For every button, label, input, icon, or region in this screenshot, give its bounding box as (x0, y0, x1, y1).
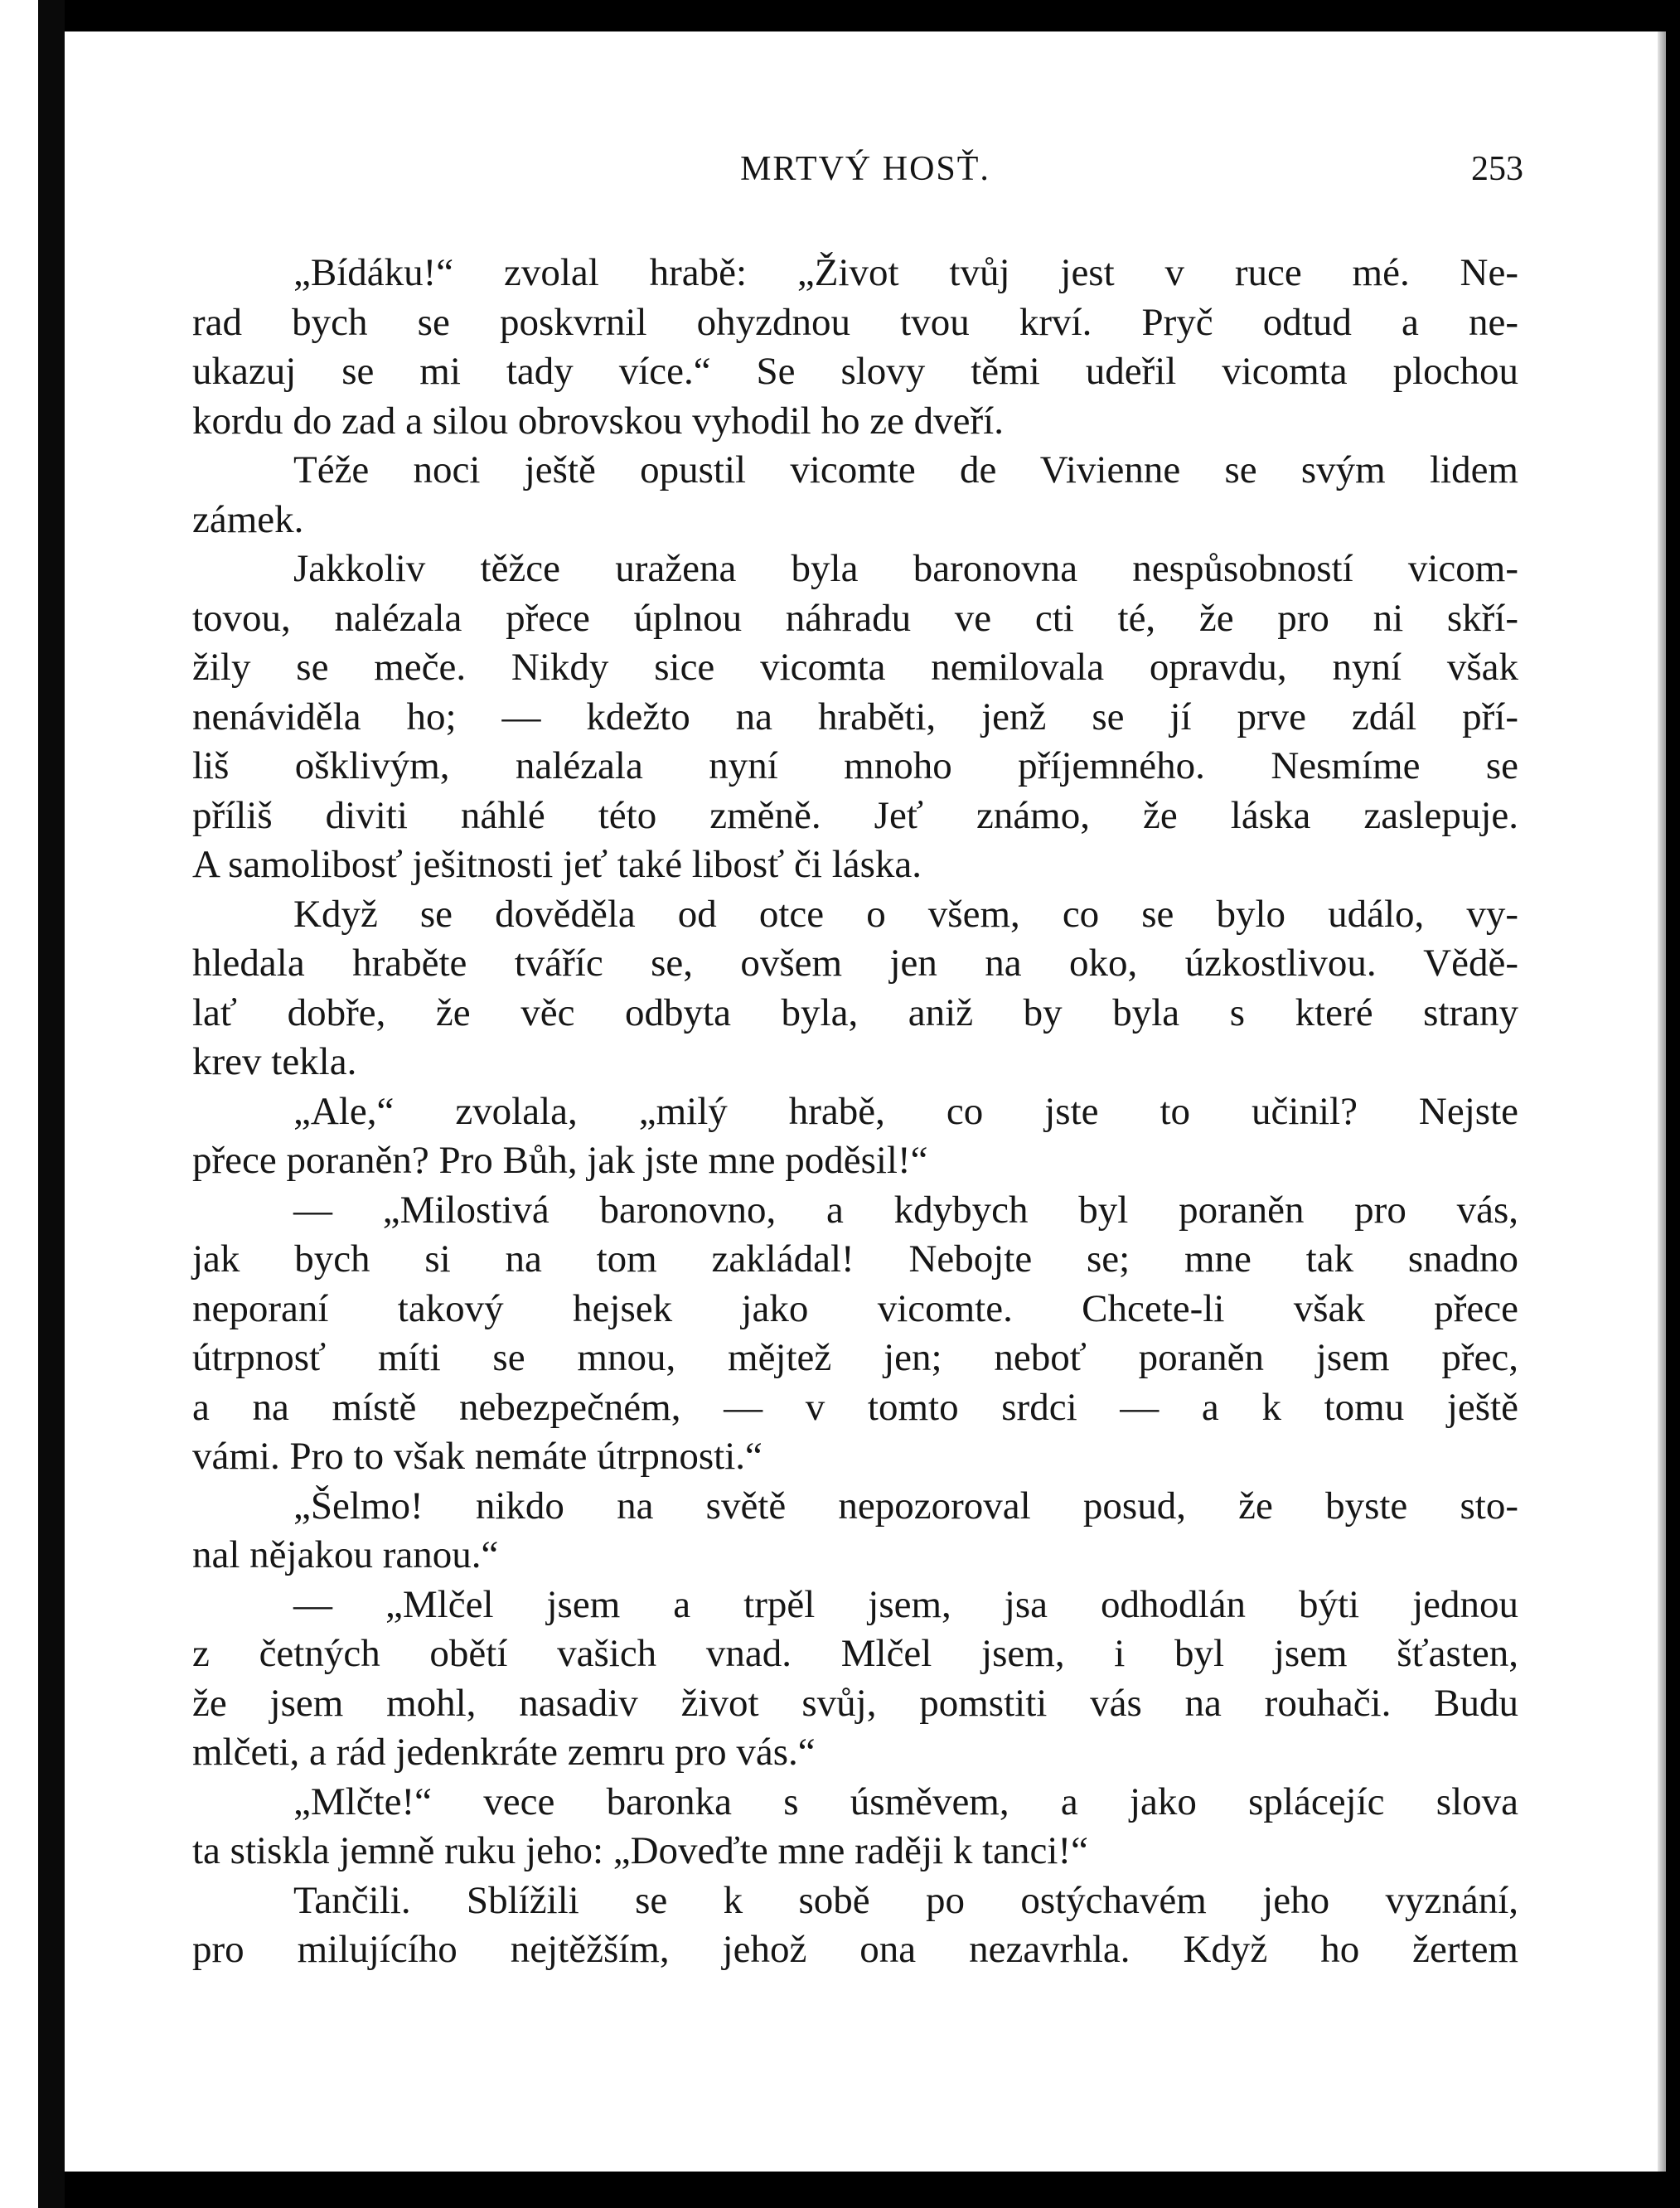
text-line: krev tekla. (192, 1040, 357, 1083)
text-line: Téže noci ještě opustil vicomte de Vivienne se svým lidem (293, 448, 1518, 491)
text-line: „Šelmo! nikdo na světě nepozoroval posud, že byste sto- (293, 1484, 1518, 1528)
text-line: útrpnosť míti se mnou, mějtež jen; neboť poraněn jsem přec, (192, 1336, 1518, 1379)
text-line: A samolibosť ješitnosti jeť také libosť či láska. (192, 843, 922, 886)
text-line: kordu do zad a silou obrovskou vyhodil ho ze dveří. (192, 399, 1004, 443)
text-line: Když se dověděla od otce o všem, co se bylo událo, vy- (293, 892, 1518, 936)
running-title: MRTVÝ HOSŤ. (740, 150, 990, 188)
page-header (65, 149, 1666, 199)
text-line: — „Mlčel jsem a trpěl jsem, jsa odhodlán býti jednou (293, 1582, 1518, 1626)
text-line: Tančili. Sblížili se k sobě po ostýchavém jeho vyznání, (293, 1878, 1518, 1922)
text-line: Jakkoliv těžce uražena byla baronovna nespůsobností vicom- (293, 547, 1518, 590)
page-edge-shadow (1658, 31, 1666, 2172)
text-line: „Mlčte!“ vece baronka s úsměvem, a jako splácejíc slova (293, 1779, 1518, 1823)
scan-gutter-shadow (38, 0, 65, 2208)
page-number: 253 (1471, 150, 1523, 188)
text-line: zámek. (192, 497, 304, 541)
text-line: nal nějakou ranou.“ (192, 1533, 499, 1576)
text-line: liš ošklivým, nalézala nyní mnoho příjemného. Nesmíme se (192, 744, 1518, 787)
text-line: tovou, nalézala přece úplnou náhradu ve cti té, že pro ni skří- (192, 596, 1518, 640)
text-line: nenáviděla ho; — kdežto na hraběti, jenž se jí prve zdál pří- (192, 695, 1518, 738)
text-line: rad bych se poskvrnil ohyzdnou tvou krví. Pryč odtud a ne- (192, 300, 1518, 344)
text-line: jak bych si na tom zakládal! Nebojte se; mne tak snadno (192, 1237, 1518, 1281)
text-line: mlčeti, a rád jedenkráte zemru pro vás.“ (192, 1731, 816, 1774)
text-line: z četných obětí vašich vnad. Mlčel jsem, i byl jsem šťasten, (192, 1632, 1518, 1675)
scan-left-margin (0, 0, 38, 2208)
text-line: „Ale,“ zvolala, „milý hrabě, co jste to učinil? Nejste (293, 1089, 1518, 1133)
text-line: — „Milostivá baronovno, a kdybych byl poraněn pro vás, (293, 1188, 1518, 1232)
text-line: ta stiskla jemně ruku jeho: „Doveďte mne raději k tanci!“ (192, 1829, 1088, 1872)
text-line: přece poraněn? Pro Bůh, jak jste mne poděsil!“ (192, 1139, 928, 1182)
text-line: hledala hraběte tváříc se, ovšem jen na oko, úzkostlivou. Vědě- (192, 942, 1518, 985)
body-text (192, 249, 1518, 1975)
book-page (65, 31, 1666, 2172)
text-line: vámi. Pro to však nemáte útrpnosti.“ (192, 1435, 763, 1478)
text-line: žily se meče. Nikdy sice vicomta nemilovala opravdu, nyní však (192, 646, 1518, 689)
text-line: že jsem mohl, nasadiv život svůj, pomstiti vás na rouhači. Budu (192, 1681, 1518, 1725)
text-line: ukazuj se mi tady více.“ Se slovy těmi udeřil vicomta plochou (192, 350, 1518, 393)
text-line: a na místě nebezpečném, — v tomto srdci — a k tomu ještě (192, 1385, 1518, 1429)
text-line: lať dobře, že věc odbyta byla, aniž by byla s které strany (192, 990, 1518, 1034)
text-line: „Bídáku!“ zvolal hrabě: „Život tvůj jest v ruce mé. Ne- (293, 251, 1518, 294)
text-line: neporaní takový hejsek jako vicomte. Chcete-li však přece (192, 1286, 1518, 1330)
text-line: příliš diviti náhlé této změně. Jeť známo, že láska zaslepuje. (192, 793, 1518, 837)
text-line: pro milujícího nejtěžším, jehož ona nezavrhla. Když ho žertem (192, 1928, 1518, 1971)
